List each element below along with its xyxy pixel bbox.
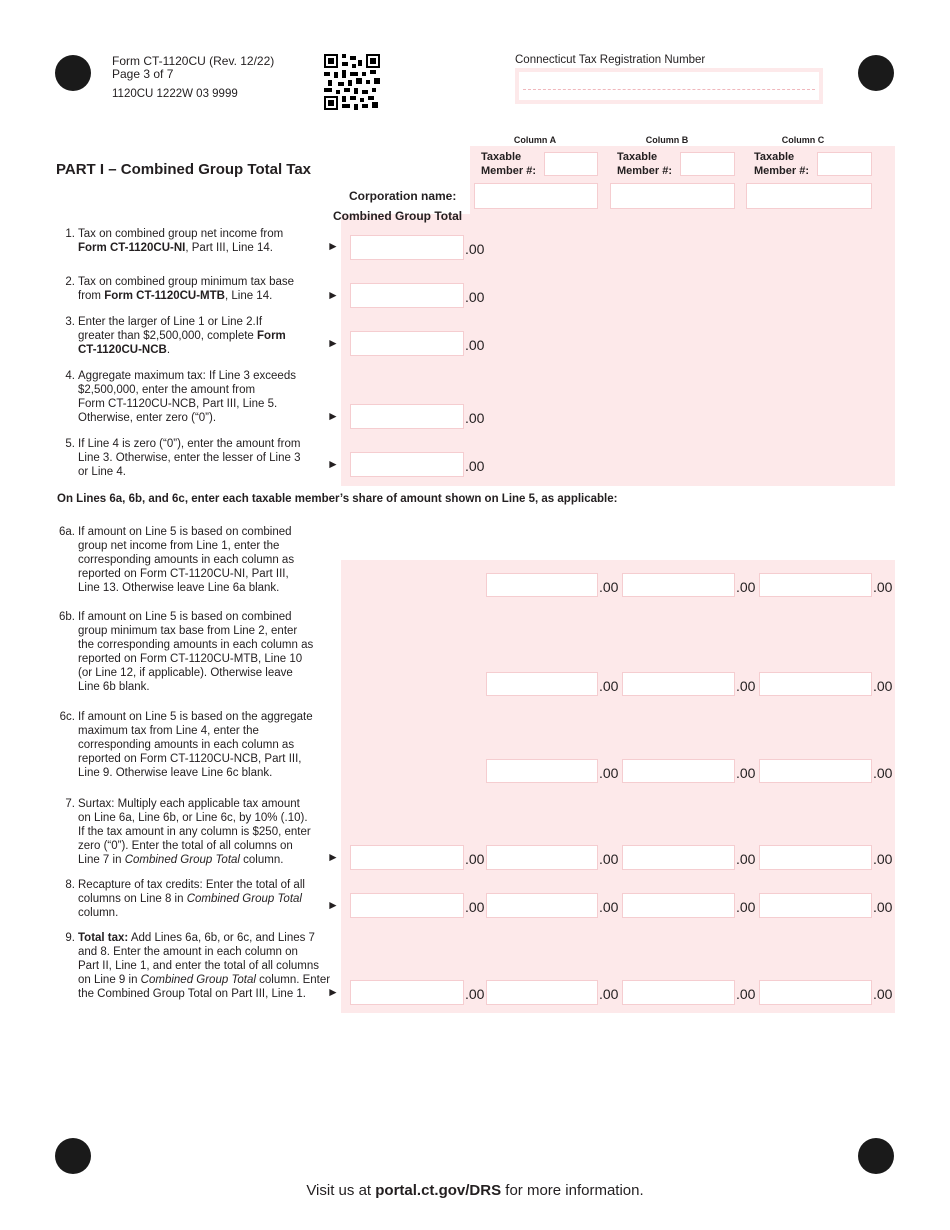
footer-url-link[interactable]: portal.ct.gov/DRS xyxy=(375,1182,502,1199)
corp-name-label: Corporation name: xyxy=(349,189,457,203)
line-2-text: Tax on combined group minimum tax base from Form CT-1120CU-MTB, Line 14. xyxy=(78,276,295,302)
registration-dot-bottom-right xyxy=(858,1138,894,1174)
line-9-column-c-cents: .00 xyxy=(873,986,893,1002)
line-7-text: Surtax: Multiply each applicable tax amount on Line 6a, Line 6b, or Line 6c, by 10% (.10). If the tax amount in any column is $250, enter zero (“0”). Enter the total of all columns on Line 7 in Combined Group Total column. xyxy=(78,798,311,866)
line-6c-column-c-cents: .00 xyxy=(873,765,893,781)
line-6a-column-b-input[interactable] xyxy=(622,573,735,597)
column-b-member-label: Taxable Member #: xyxy=(617,151,673,177)
line-9-total-cents: .00 xyxy=(465,986,485,1002)
qr-code-icon xyxy=(324,54,380,110)
line-7-column-b-input[interactable] xyxy=(622,845,735,870)
lines-6-9-bg xyxy=(341,560,895,1013)
line-8-column-c-cents: .00 xyxy=(873,899,893,915)
line-6b-text: If amount on Line 5 is based on combined group minimum tax base from Line 2, enter the corresponding amounts in each column as reported on Form CT-1120CU-MTB, Line 10 (or Line 12, if applicable). Otherwise leave Line 6b blank. xyxy=(78,611,314,693)
line-2-total-input[interactable] xyxy=(350,283,464,308)
line-9-column-a-cents: .00 xyxy=(599,986,619,1002)
column-a-member-number-input[interactable] xyxy=(544,152,598,176)
reg-number-label: Connecticut Tax Registration Number xyxy=(515,54,706,66)
form-id: Form CT-1120CU (Rev. 12/22) xyxy=(112,54,275,68)
line-1-arrow-icon: ► xyxy=(327,239,339,253)
line-8-column-b-cents: .00 xyxy=(736,899,756,915)
line-6a-column-c-cents: .00 xyxy=(873,579,893,595)
line-1-number: 1. xyxy=(65,228,75,240)
column-c-member-label: Taxable Member #: xyxy=(754,151,810,177)
column-a-header: Column A xyxy=(513,135,557,145)
line-8-column-b-input[interactable] xyxy=(622,893,735,918)
line-5-arrow-icon: ► xyxy=(327,457,339,471)
line-6a-column-a-input[interactable] xyxy=(486,573,598,597)
line-6c-column-a-cents: .00 xyxy=(599,765,619,781)
line-3-arrow-icon: ► xyxy=(327,336,339,350)
line-7-column-c-cents: .00 xyxy=(873,851,893,867)
line-9-column-b-cents: .00 xyxy=(736,986,756,1002)
column-a-corp-name-input[interactable] xyxy=(474,183,598,209)
line-7-total-input[interactable] xyxy=(350,845,464,870)
line-1-cents: .00 xyxy=(465,241,485,257)
line-9-arrow-icon: ► xyxy=(327,985,339,999)
line-5-text: If Line 4 is zero (“0”), enter the amount from Line 3. Otherwise, enter the lesser of Line 3 or Line 4. xyxy=(78,438,301,478)
column-b-member-number-input[interactable] xyxy=(680,152,735,176)
line-9-number: 9. xyxy=(65,932,75,944)
line-7-number: 7. xyxy=(65,798,75,810)
line-6c-column-a-input[interactable] xyxy=(486,759,598,783)
reg-number-dashes xyxy=(523,89,815,90)
line-8-total-cents: .00 xyxy=(465,899,485,915)
line-7-column-a-cents: .00 xyxy=(599,851,619,867)
line-6c-column-c-input[interactable] xyxy=(759,759,872,783)
lines-6-instruction: On Lines 6a, 6b, and 6c, enter each taxable member’s share of amount shown on Line 5, as applicable: xyxy=(57,493,618,505)
line-1-total-input[interactable] xyxy=(350,235,464,260)
form-code: 1120CU 1222W 03 9999 xyxy=(112,88,238,100)
line-8-column-a-cents: .00 xyxy=(599,899,619,915)
registration-dot-top-right xyxy=(858,55,894,91)
line-6b-number: 6b. xyxy=(59,611,75,623)
line-5-total-input[interactable] xyxy=(350,452,464,477)
line-6c-number: 6c. xyxy=(59,711,75,723)
registration-dot-top-left xyxy=(55,55,91,91)
footer-text: Visit us at portal.ct.gov/DRS for more information. xyxy=(306,1182,644,1199)
line-6a-number: 6a. xyxy=(59,526,75,538)
line-6b-column-a-cents: .00 xyxy=(599,678,619,694)
line-2-cents: .00 xyxy=(465,289,485,305)
line-2-number: 2. xyxy=(65,276,75,288)
line-6b-column-b-input[interactable] xyxy=(622,672,735,696)
column-c-header: Column C xyxy=(781,135,825,145)
line-9-column-b-input[interactable] xyxy=(622,980,735,1005)
line-6a-column-b-cents: .00 xyxy=(736,579,756,595)
line-5-cents: .00 xyxy=(465,458,485,474)
line-6a-text: If amount on Line 5 is based on combined group net income from Line 1, enter the corresponding amounts in each column as reported on Form CT-1120CU-NI, Part III, Line 13. Otherwise leave Line 6a blank. xyxy=(78,526,295,594)
line-6b-column-c-input[interactable] xyxy=(759,672,872,696)
reg-number-input[interactable] xyxy=(519,72,819,100)
line-6c-text: If amount on Line 5 is based on the aggregate maximum tax from Line 4, enter the corresponding amounts in each column as reported on Form CT-1120CU-NCB, Part III, Line 9. Otherwise leave Line 6c blank. xyxy=(78,711,313,779)
line-6b-column-a-input[interactable] xyxy=(486,672,598,696)
line-7-arrow-icon: ► xyxy=(327,850,339,864)
line-1-text: Tax on combined group net income from Form CT-1120CU-NI, Part III, Line 14. xyxy=(78,228,284,254)
line-8-column-a-input[interactable] xyxy=(486,893,598,918)
line-2-arrow-icon: ► xyxy=(327,288,339,302)
line-6b-column-c-cents: .00 xyxy=(873,678,893,694)
line-4-total-input[interactable] xyxy=(350,404,464,429)
line-6c-column-b-input[interactable] xyxy=(622,759,735,783)
line-6a-column-c-input[interactable] xyxy=(759,573,872,597)
column-c-member-number-input[interactable] xyxy=(817,152,872,176)
page-number: Page 3 of 7 xyxy=(112,67,174,81)
line-7-total-cents: .00 xyxy=(465,851,485,867)
column-a-member-label: Taxable Member #: xyxy=(481,151,537,177)
line-9-text: Total tax: Add Lines 6a, 6b, or 6c, and Lines 7 and 8. Enter the amount in each column on Part II, Line 1, and enter the total of all columns on Line 9 in Combined Group Total column. Enter the Combined Group Total on Part III, Line 1. xyxy=(78,932,331,1000)
line-5-number: 5. xyxy=(65,438,75,450)
registration-dot-bottom-left xyxy=(55,1138,91,1174)
line-6a-column-a-cents: .00 xyxy=(599,579,619,595)
combined-group-total-label: Combined Group Total xyxy=(333,209,463,223)
column-b-header: Column B xyxy=(645,135,689,145)
line-9-column-a-input[interactable] xyxy=(486,980,598,1005)
line-8-arrow-icon: ► xyxy=(327,898,339,912)
line-9-total-input[interactable] xyxy=(350,980,464,1005)
line-7-column-c-input[interactable] xyxy=(759,845,872,870)
line-7-column-a-input[interactable] xyxy=(486,845,598,870)
line-6b-column-b-cents: .00 xyxy=(736,678,756,694)
line-6c-column-b-cents: .00 xyxy=(736,765,756,781)
line-8-number: 8. xyxy=(65,879,75,891)
line-8-column-c-input[interactable] xyxy=(759,893,872,918)
line-4-number: 4. xyxy=(65,370,75,382)
line-4-cents: .00 xyxy=(465,410,485,426)
line-4-arrow-icon: ► xyxy=(327,409,339,423)
column-b-corp-name-input[interactable] xyxy=(610,183,735,209)
line-9-column-c-input[interactable] xyxy=(759,980,872,1005)
part-title: PART I – Combined Group Total Tax xyxy=(56,161,312,178)
line-3-text: Enter the larger of Line 1 or Line 2.If greater than $2,500,000, complete Form CT-1120CU-NCB. xyxy=(78,316,286,356)
column-c-corp-name-input[interactable] xyxy=(746,183,872,209)
line-8-text: Recapture of tax credits: Enter the total of all columns on Line 8 in Combined Group Total column. xyxy=(78,879,305,919)
line-8-total-input[interactable] xyxy=(350,893,464,918)
line-7-column-b-cents: .00 xyxy=(736,851,756,867)
line-4-text: Aggregate maximum tax: If Line 3 exceeds $2,500,000, enter the amount from Form CT-1120CU-NCB, Part III, Line 5. Otherwise, enter zero (“0”). xyxy=(78,370,296,424)
line-3-number: 3. xyxy=(65,316,75,328)
line-3-cents: .00 xyxy=(465,337,485,353)
line-3-total-input[interactable] xyxy=(350,331,464,356)
